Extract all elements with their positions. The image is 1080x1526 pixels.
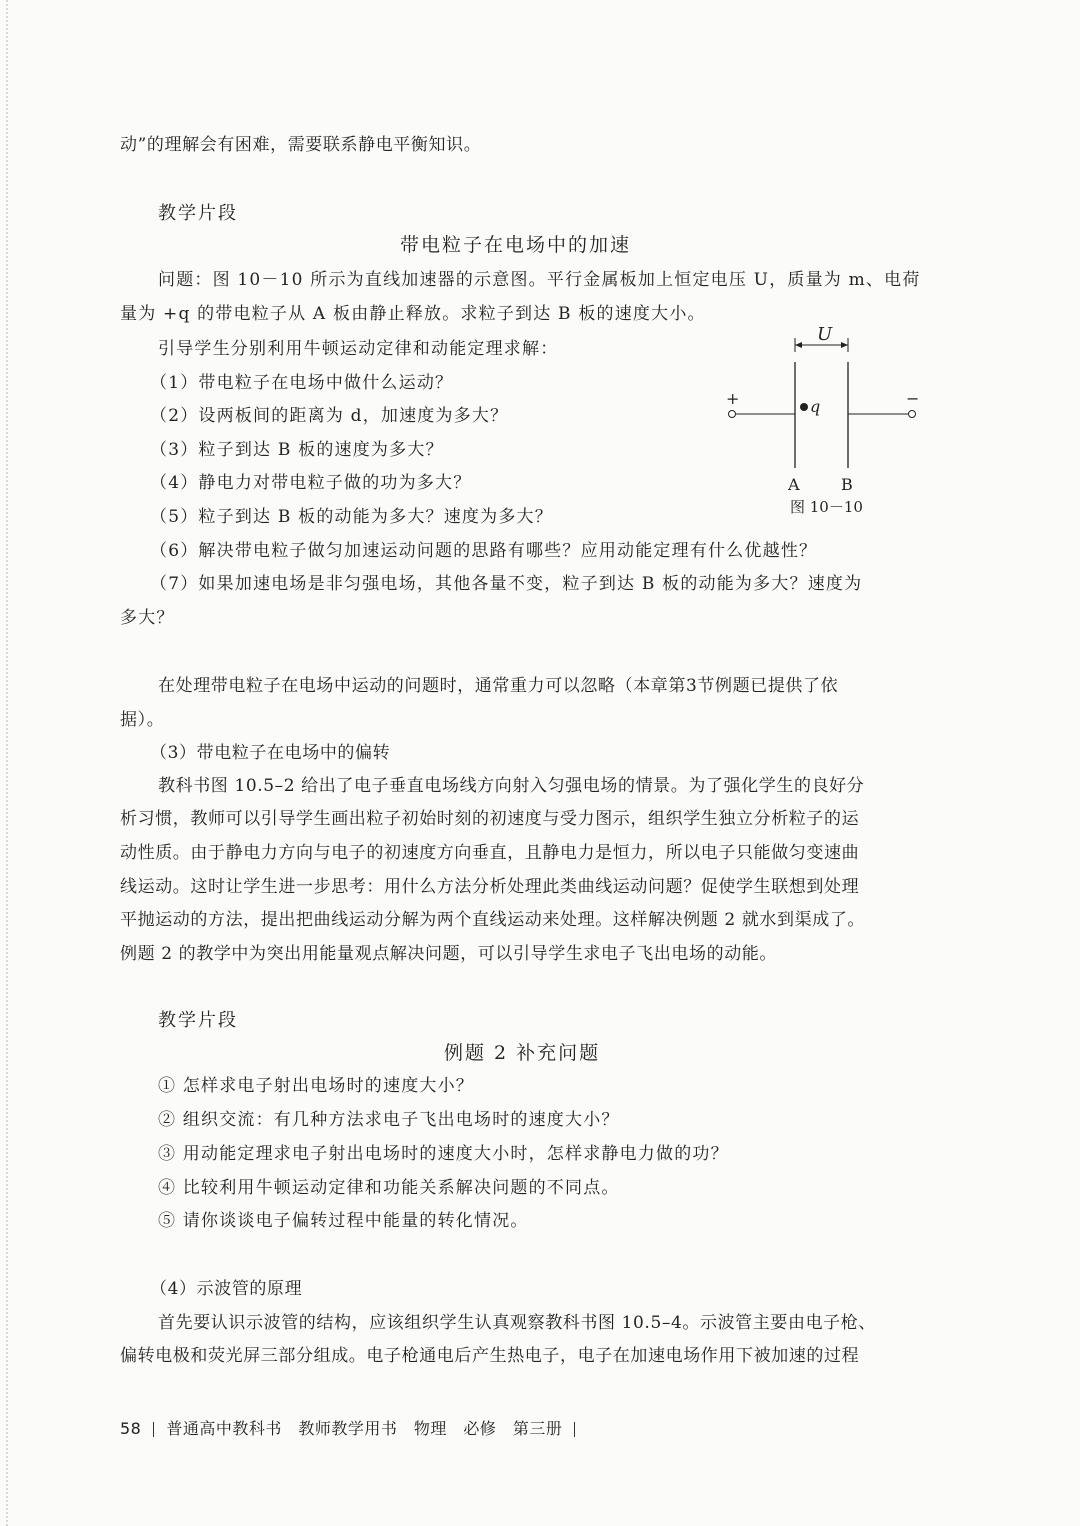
question-2: （2）设两板间的距离为 d，加速度为多大？ [150,406,509,426]
u-arrow-right [841,342,848,348]
section3-line-4: 线运动。这时让学生进一步思考：用什么方法分析处理此类曲线运动问题？促使学生联想到处理 [120,877,860,897]
question-5: （5）粒子到达 B 板的动能为多大？速度为多大？ [150,507,553,527]
question-3: （3）粒子到达 B 板的速度为多大？ [150,440,444,460]
question-6: （6）解决带电粒子做匀加速运动问题的思路有哪些？应用动能定理有什么优越性？ [150,541,818,561]
section4-title: （4）示波管的原理 [150,1279,303,1299]
segment2-title: 例题 2 补充问题 [444,1042,601,1064]
section3-line-1: 教科书图 10.5–2 给出了电子垂直电场线方向射入匀强电场的情景。为了强化学生的良好分 [158,776,865,796]
page-edge-binding [6,0,8,1526]
segment1-title: 带电粒子在电场中的加速 [400,234,632,256]
page-footer [120,1416,587,1439]
charge-label: q [810,397,821,416]
plus-sign: + [726,389,740,408]
terminal-positive [729,411,736,418]
gravity-para-line-2: 据）。 [120,710,165,730]
top-line: 动”的理解会有困难，需要联系静电平衡知识。 [120,135,482,155]
plate-b-label: B [841,475,853,494]
section4-line-1: 首先要认识示波管的结构，应该组织学生认真观察教科书图 10.5–4。示波管主要由电子枪、 [158,1313,876,1333]
supplement-item-2: ② 组织交流：有几种方法求电子飞出电场时的速度大小？ [158,1110,620,1130]
supplement-item-5: ⑤ 请你谈谈电子偏转过程中能量的转化情况。 [158,1211,529,1231]
problem-line-1: 问题：图 10－10 所示为直线加速器的示意图。平行金属板加上恒定电压 U，质量为 m、电荷 [158,270,921,290]
u-arrow-left [795,342,802,348]
gravity-para-line-1: 在处理带电粒子在电场中运动的问题时，通常重力可以忽略（本章第3节例题已提供了依 [158,676,839,696]
footer-divider-end [574,1422,575,1437]
section3-line-2: 析习惯，教师可以引导学生画出粒子初始时刻的初速度与受力图示，组织学生独立分析粒子的运 [120,809,860,829]
question-7: （7）如果加速电场是非匀强电场，其他各量不变，粒子到达 B 板的动能为多大？速度为 [150,574,863,594]
section3-line-5: 平抛运动的方法，提出把曲线运动分解为两个直线运动来处理。这样解决例题 2 就水到渠成了。 [120,910,866,930]
problem-line-2: 量为 +q 的带电粒子从 A 板由静止释放。求粒子到达 B 板的速度大小。 [120,304,706,324]
question-1: （1）带电粒子在电场中做什么运动？ [150,373,454,393]
minus-sign: − [906,389,920,408]
voltage-label: U [817,324,833,345]
supplement-item-4: ④ 比较利用牛顿运动定律和功能关系解决问题的不同点。 [158,1178,620,1198]
section3-line-3: 动性质。由于静电力方向与电子的初速度方向垂直，且静电力是恒力，所以电子只能做匀变速曲 [120,843,860,863]
segment2-label: 教学片段 [158,1010,238,1031]
segment1-label: 教学片段 [158,203,238,224]
question-7-continued: 多大？ [120,608,175,628]
charge-dot [800,403,808,411]
supplement-item-1: ① 怎样求电子射出电场时的速度大小？ [158,1076,475,1096]
guide-text: 引导学生分别利用牛顿运动定律和动能定理求解： [158,339,559,359]
accelerator-figure [722,318,932,528]
plate-a-label: A [788,475,800,494]
book-title: 普通高中教科书 教师教学用书 物理 必修 第三册 [166,1419,563,1438]
figure-caption: 图 10－10 [790,498,863,516]
section3-line-6: 例题 2 的教学中为突出用能量观点解决问题，可以引导学生求电子飞出电场的动能。 [120,944,778,964]
question-4: （4）静电力对带电粒子做的功为多大？ [150,473,472,493]
section4-line-2: 偏转电极和荧光屏三部分组成。电子枪通电后产生热电子，电子在加速电场作用下被加速的过程 [120,1346,860,1366]
page-number: 58 [120,1419,142,1438]
terminal-negative [909,411,916,418]
footer-divider [153,1422,154,1437]
section3-title: （3）带电粒子在电场中的偏转 [150,743,391,763]
supplement-item-3: ③ 用动能定理求电子射出电场时的速度大小时，怎样求静电力做的功？ [158,1144,729,1164]
